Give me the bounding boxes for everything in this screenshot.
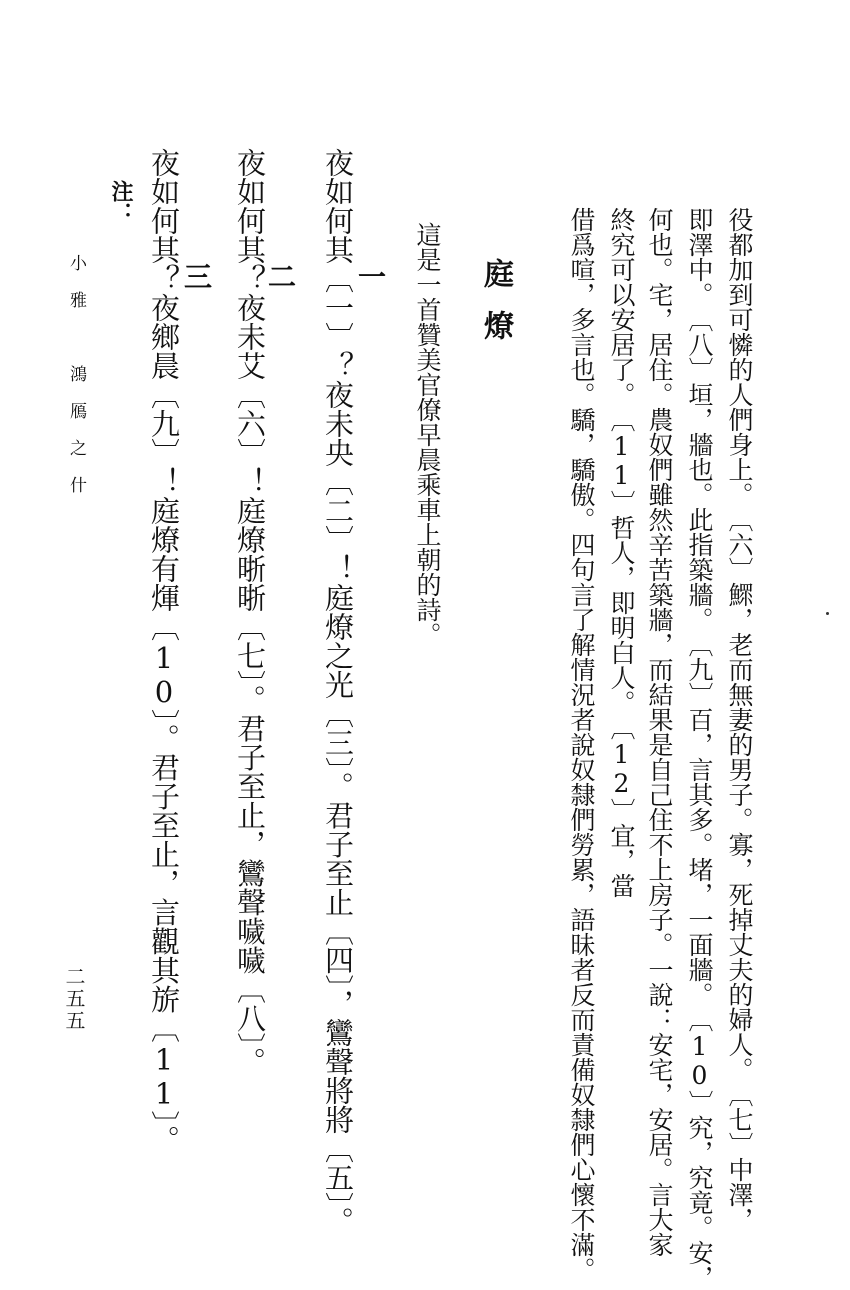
poem-title: 庭燎 bbox=[478, 258, 513, 362]
stanza-number-2: 二 bbox=[264, 262, 297, 290]
stanza-1: 夜如何其〔一〕？夜未央〔二〕！庭燎之光〔三〕。君子至止〔四〕，鸞聲將將〔五〕。 bbox=[321, 148, 355, 1236]
note-line-4: 終究可以安居了。 〔11〕哲人，即明白人。 〔12〕宜，當 bbox=[607, 207, 636, 898]
note-line-2: 即澤中。 〔八〕垣，牆也。此指築牆。 〔九〕百，言其多。堵，一面牆。 〔10〕究，究竟。安， bbox=[685, 207, 714, 1290]
page-number: 二五五 bbox=[62, 966, 86, 1032]
stanza-number-1: 一 bbox=[354, 262, 387, 290]
scan-speck bbox=[826, 612, 829, 615]
note-line-5: 借爲喧，多言也。驕，驕傲。四句言了解情況者說奴隸們勞累，語昧者反而責備奴隸們心懷不滿。 bbox=[567, 207, 596, 1282]
poem-intro: 這是一首贊美官僚早晨乘車上朝的詩。 bbox=[413, 222, 442, 647]
notes-label: 注： bbox=[108, 180, 134, 224]
stanza-number-3: 三 bbox=[180, 262, 213, 290]
note-line-1: 役都加到可憐的人們身上。 〔六〕鰥，老而無妻的男子。寡，死掉丈夫的婦人。 〔七〕中澤， bbox=[725, 207, 754, 1232]
stanza-2: 夜如何其？夜未艾〔六〕！庭燎晣晣〔七〕。君子至止，鸞聲噦噦〔八〕。 bbox=[233, 148, 267, 1076]
note-line-3: 何也。宅，居住。農奴們雖然辛苦築牆，而結果是自己住不上房子。一說：安宅，安居。言大家 bbox=[645, 207, 674, 1257]
running-header: 小雅 鴻鴈之什 bbox=[66, 254, 86, 513]
stanza-3: 夜如何其？夜鄉晨〔九〕！庭燎有煇〔10〕。君子至止，言觀其旂〔11〕。 bbox=[147, 148, 181, 1154]
